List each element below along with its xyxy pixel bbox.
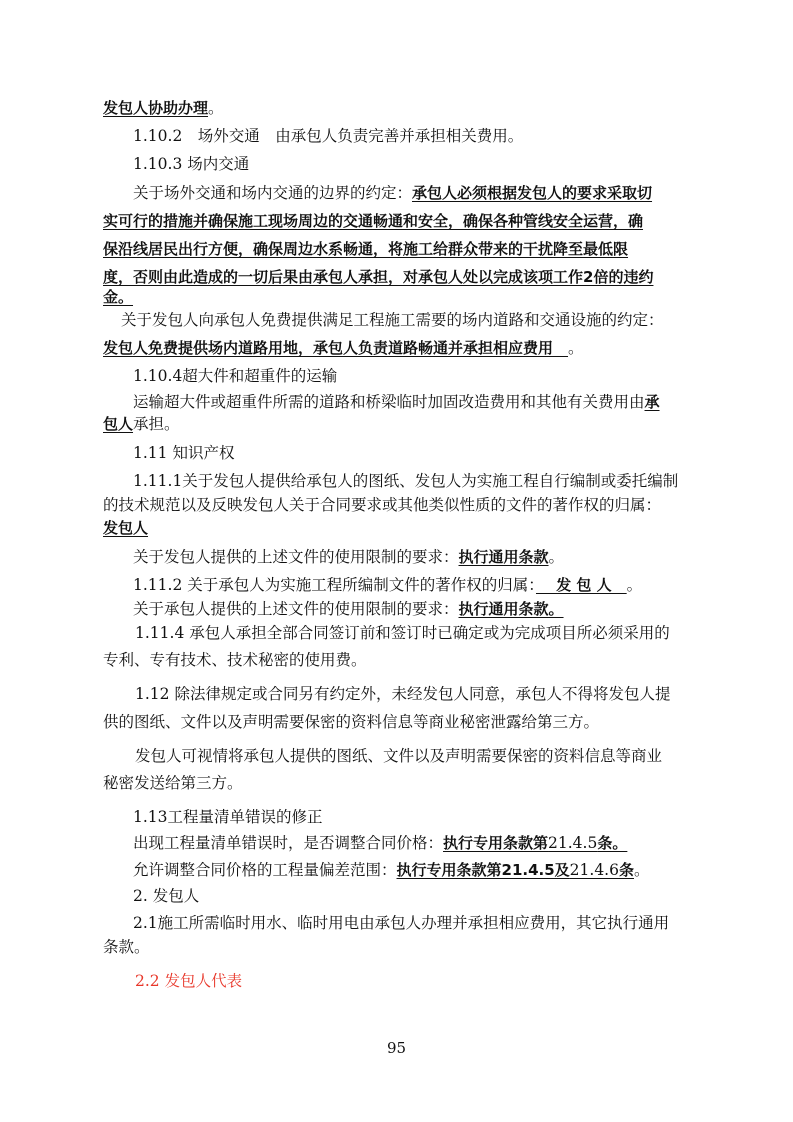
clause-2-1 [133, 913, 669, 933]
text-line [103, 338, 584, 358]
clause-text: 1.11.4 承包人承担全部合同签订前和签订时已确定或为完成项目所必须采用的 [135, 624, 670, 642]
underlined-term: 条 [618, 861, 634, 879]
clause-text: 1.12 除法律规定或合同另有约定外，未经发包人同意，承包人不得将发包人提 [135, 685, 671, 703]
clause-2-2-heading [135, 971, 242, 991]
underlined-number: 21.4.5 [548, 834, 598, 852]
clause-text: 1.10.3 场内交通 [133, 155, 250, 173]
clause-1-13-heading [133, 807, 323, 827]
punctuation: 。 [548, 548, 565, 566]
clause-text: 专利、专有技术、技术秘密的使用费。 [103, 651, 367, 669]
underlined-term: 包人 [103, 415, 134, 433]
clause-text: 运输超大件或超重件所需的道路和桥梁临时加固改造费用和其他有关费用由 [133, 393, 645, 411]
clause-1-10-2 [133, 126, 523, 146]
text-line [103, 287, 133, 307]
text-line [133, 392, 660, 412]
underlined-term: 执行专用条款第 [443, 834, 549, 852]
punctuation: 。 [568, 339, 584, 357]
clause-text: 1.11 知识产权 [133, 444, 235, 462]
clause-1-11-2 [133, 575, 642, 595]
underlined-term: 发 包 人 [535, 576, 627, 594]
clause-text: 1.11.2 关于承包人为实施工程所编制文件的著作权的归属： [133, 576, 536, 594]
text-line [103, 98, 224, 118]
clause-text: 2. 发包人 [133, 887, 200, 905]
underlined-term: 执行通用条款。 [458, 600, 564, 618]
text-line [103, 937, 150, 957]
text-line [133, 860, 650, 880]
clause-text: 关于场外交通和场内交通的边界的约定： [133, 184, 413, 202]
clause-1-10-4-heading [133, 366, 337, 386]
clause-text: 关于承包人提供的上述文件的使用限制的要求： [133, 600, 459, 618]
underlined-term: 发包人免费提供场内道路用地，承包人负责道路畅通并承担相应费用 [103, 339, 569, 357]
text-line [103, 650, 367, 670]
clause-text: 1.13工程量清单错误的修正 [133, 808, 323, 826]
text-line [103, 211, 643, 231]
clause-1-11-heading [133, 443, 234, 463]
text-line [103, 267, 653, 287]
text-line [133, 547, 564, 567]
punctuation: 。 [208, 99, 224, 117]
text-line [103, 712, 599, 732]
underlined-number: 21.4.6 [569, 861, 619, 879]
text-line [103, 414, 180, 434]
clause-text: 2.2 发包人代表 [135, 972, 243, 990]
text-line [103, 518, 148, 538]
text-line [133, 599, 564, 619]
clause-text: 关于发包人向承包人免费提供满足工程施工需要的场内道路和交通设施的约定： [121, 311, 664, 329]
section-2-heading [133, 886, 199, 906]
punctuation: 。 [626, 576, 643, 594]
underlined-term: 条。 [597, 834, 628, 852]
underlined-term: 实可行的措施并确保施工现场周边的交通畅通和安全，确保各种管线安全运营，确 [103, 212, 644, 230]
clause-text: 供的图纸、文件以及声明需要保密的资料信息等商业秘密泄露给第三方。 [103, 713, 600, 731]
clause-1-11-1 [133, 471, 678, 491]
clause-text: 关于发包人提供的上述文件的使用限制的要求： [133, 548, 459, 566]
clause-text: 1.10.4超大件和超重件的运输 [133, 367, 338, 385]
underlined-term: 承包人必须根据发包人的要求采取切 [412, 184, 653, 202]
clause-text: 发包人可视情将承包人提供的图纸、文件以及声明需要保密的资料信息等商业 [135, 747, 663, 765]
clause-text: 允许调整合同价格的工程量偏差范围： [133, 861, 397, 879]
text-line [103, 773, 243, 793]
clause-text: 1.11.1关于发包人提供给承包人的图纸、发包人为实施工程自行编制或委托编制 [133, 472, 679, 490]
underlined-term: 执行专用条款第21.4.5及 [396, 861, 570, 879]
text-line [103, 239, 628, 259]
underlined-term: 发包人协助办理 [103, 99, 209, 117]
clause-text: 条款。 [103, 938, 150, 956]
clause-1-11-4 [135, 623, 670, 643]
text-line [135, 746, 662, 766]
text-line [121, 310, 664, 330]
text-line [133, 183, 652, 203]
clause-text: 2.1施工所需临时用水、临时用电由承包人办理并承担相应费用，其它执行通用 [133, 914, 670, 932]
underlined-term: 金。 [103, 288, 134, 306]
underlined-term: 发包人 [103, 519, 149, 537]
clause-1-10-3-heading [133, 154, 249, 174]
page-number: 95 [386, 1039, 407, 1057]
clause-text: 承担。 [133, 415, 180, 433]
text-line [103, 495, 661, 515]
clause-1-12 [135, 684, 670, 704]
clause-text: 出现工程量清单错误时，是否调整合同价格： [133, 834, 444, 852]
text-line [133, 833, 627, 853]
clause-text: 秘密发送给第三方。 [103, 774, 243, 792]
underlined-term: 承 [644, 393, 660, 411]
underlined-term: 保沿线居民出行方便，确保周边水系畅通，将施工给群众带来的干扰降至最低限 [103, 240, 629, 258]
clause-text: 1.10.2 场外交通 由承包人负责完善并承担相关费用。 [133, 127, 524, 145]
clause-text: 的技术规范以及反映发包人关于合同要求或其他类似性质的文件的著作权的归属： [103, 496, 662, 514]
punctuation: 。 [634, 861, 650, 879]
underlined-term: 执行通用条款 [458, 548, 549, 566]
underlined-term: 度，否则由此造成的一切后果由承包人承担，对承包人处以完成该项工作2倍的违约 [103, 268, 654, 286]
